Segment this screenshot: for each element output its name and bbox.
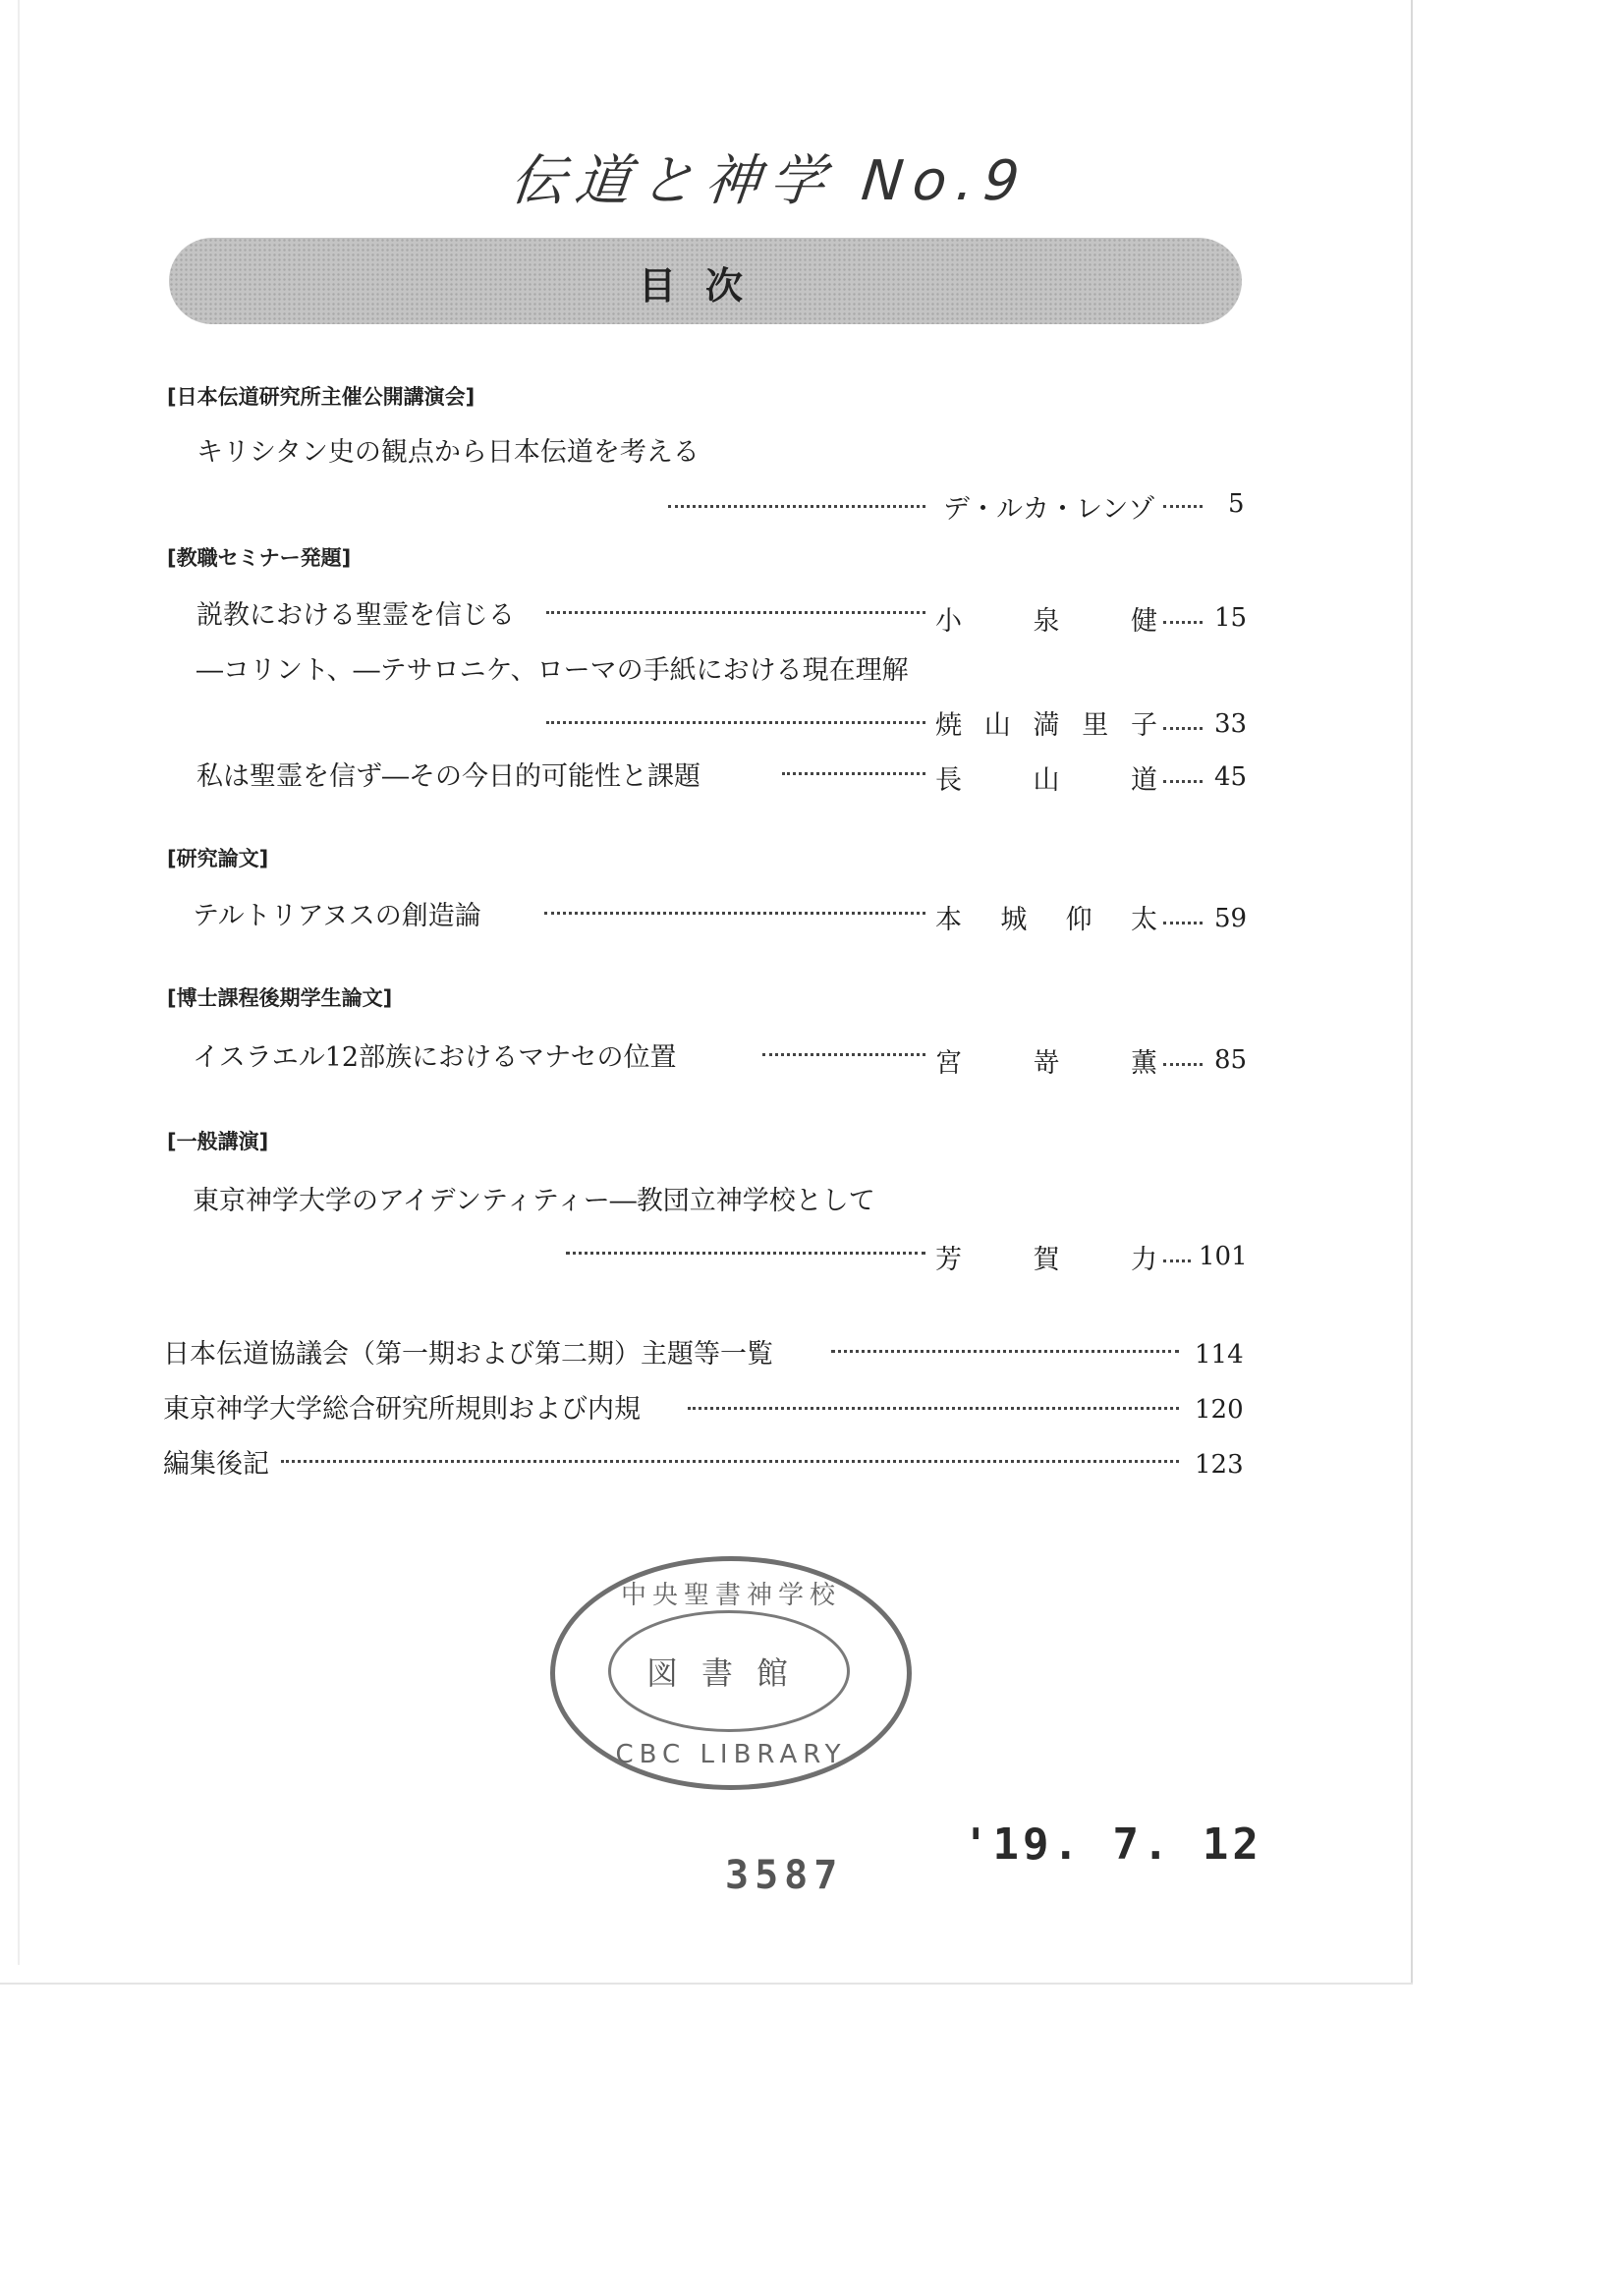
dot-leader [668, 505, 925, 508]
stamp-library-english: CBC LIBRARY [615, 1740, 847, 1769]
section-heading-seminar: [教職セミナー発題] [167, 546, 352, 570]
dot-leader [831, 1350, 1179, 1353]
entry-author: 宮 嵜 薫 [935, 1048, 1157, 1079]
entry-page: 59 [1214, 904, 1248, 933]
entry-page: 33 [1214, 709, 1248, 739]
dot-leader [1163, 727, 1203, 730]
dot-leader [1163, 780, 1203, 783]
entry-author: 長 山 道 [935, 765, 1157, 796]
section-heading-general-lecture: [一般講演] [167, 1130, 269, 1153]
scan-edge-left [18, 0, 20, 1965]
dot-leader [782, 772, 925, 775]
entry-page: 45 [1214, 762, 1248, 792]
stamp-inner-ring [608, 1610, 850, 1732]
dot-leader [1163, 922, 1203, 924]
entry-title: テルトリアヌスの創造論 [193, 901, 481, 931]
dot-leader [281, 1460, 1179, 1463]
entry-page: 101 [1199, 1242, 1248, 1271]
section-heading-public-lecture: [日本伝道研究所主催公開講演会] [167, 385, 476, 409]
entry-author: 芳 賀 力 [935, 1245, 1157, 1275]
entry-title: 私は聖霊を信ず―その今日的可能性と課題 [196, 761, 700, 792]
misc-entry-title: 日本伝道協議会（第一期および第二期）主題等一覧 [163, 1339, 773, 1370]
scan-edge-bottom [0, 1983, 1413, 1985]
entry-author: 本 城 仰 太 [935, 905, 1157, 935]
entry-author: 焼 山 満 里 子 [935, 710, 1157, 741]
library-stamp [550, 1556, 912, 1790]
entry-page: 15 [1214, 603, 1248, 633]
dot-leader [688, 1407, 1179, 1410]
entry-title: 東京神学大学のアイデンティティー―教団立神学校として [193, 1186, 875, 1216]
entry-title: キリシタン史の観点から日本伝道を考える [196, 437, 700, 468]
contents-heading: 目次 [638, 264, 772, 308]
contents-banner [169, 238, 1242, 324]
dot-leader [1163, 621, 1203, 624]
handwritten-title: 伝道と神学 No.9 [507, 149, 1033, 213]
dot-leader [546, 721, 925, 724]
misc-entry-page: 114 [1195, 1340, 1244, 1370]
dot-leader [1163, 505, 1203, 508]
stamp-library-label: 図書館 [645, 1654, 812, 1692]
dot-leader [1163, 1259, 1191, 1262]
dot-leader [1163, 1063, 1203, 1066]
misc-entry-page: 120 [1195, 1395, 1244, 1425]
entry-page: 5 [1228, 489, 1245, 519]
stamp-school-name: 中央聖書神学校 [620, 1581, 841, 1610]
entry-page: 85 [1214, 1045, 1248, 1075]
entry-author: デ・ルカ・レンゾ [943, 494, 1155, 525]
entry-title: 説教における聖霊を信じる [196, 600, 515, 631]
entry-title: ―コリント、―テサロニケ、ローマの手紙における現在理解 [196, 655, 909, 686]
dot-leader [544, 912, 925, 915]
date-stamp: '19. 7. 12 [963, 1819, 1262, 1870]
dot-leader [546, 611, 925, 614]
dot-leader [762, 1053, 925, 1056]
scan-edge-right [1411, 0, 1413, 1985]
misc-entry-page: 123 [1195, 1450, 1244, 1480]
accession-number: 3587 [725, 1853, 844, 1898]
entry-author: 小 泉 健 [935, 606, 1157, 637]
dot-leader [566, 1252, 925, 1255]
misc-entry-title: 東京神学大学総合研究所規則および内規 [163, 1394, 641, 1425]
section-heading-doctoral-paper: [博士課程後期学生論文] [167, 986, 393, 1010]
section-heading-research-paper: [研究論文] [167, 847, 269, 870]
misc-entry-title: 編集後記 [163, 1449, 269, 1480]
entry-title: イスラエル12部族におけるマナセの位置 [193, 1042, 677, 1073]
